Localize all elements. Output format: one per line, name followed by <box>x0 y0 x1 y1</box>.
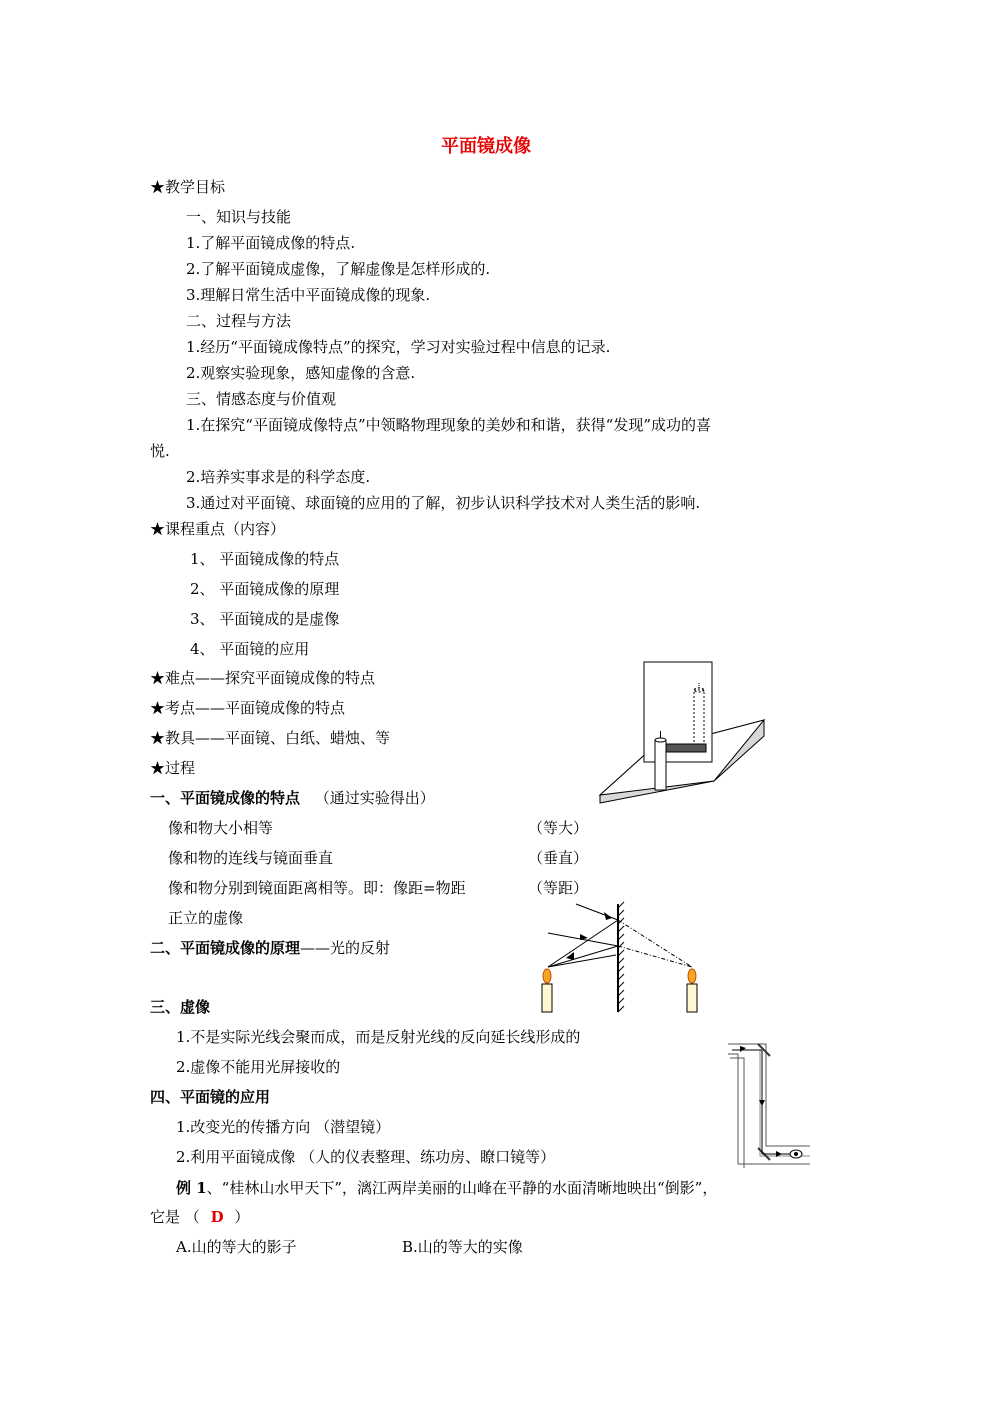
part2-heading-line <box>150 938 390 958</box>
feature-tag: （垂直） <box>528 849 589 867</box>
feature-text: 像和物的连线与镜面垂直 <box>168 849 334 867</box>
part2-heading: 二、平面镜成像的原理 <box>150 939 301 957</box>
feature-text: 像和物分别到镜面距离相等。即：像距=物距 <box>168 879 466 897</box>
reflection-principle-figure <box>536 900 706 1020</box>
periscope-figure <box>724 1038 814 1168</box>
part1-note: （通过实验得出） <box>314 789 435 807</box>
example-line1 <box>176 1178 717 1198</box>
list-item: 2、 平面镜成像的原理 <box>190 580 340 598</box>
experiment-apparatus-figure <box>598 658 778 808</box>
list-item-continuation: 悦. <box>150 442 170 460</box>
list-item: 1.经历“平面镜成像特点”的探究，学习对实验过程中信息的记录. <box>186 338 611 356</box>
part1-heading: 一、平面镜成像的特点 <box>150 789 301 807</box>
part2-rest: ——光的反射 <box>300 939 391 957</box>
feature-text: 像和物大小相等 <box>168 819 274 837</box>
example-answer: D <box>210 1208 224 1226</box>
list-item: 1.不是实际光线会聚而成，而是反射光线的反向延长线形成的 <box>176 1028 581 1046</box>
example-label: 例 1 <box>176 1179 207 1197</box>
list-item: 2.虚像不能用光屏接收的 <box>176 1058 341 1076</box>
list-item: 2.培养实事求是的科学态度. <box>186 468 371 486</box>
section-heading: 一、知识与技能 <box>186 208 292 226</box>
list-item: 3.理解日常生活中平面镜成像的现象. <box>186 286 431 304</box>
option-a: A.山的等大的影子 <box>176 1238 297 1256</box>
list-item: 4、 平面镜的应用 <box>190 640 310 658</box>
example-suffix: ） <box>234 1208 250 1226</box>
list-item: 1.在探究“平面镜成像特点”中领略物理现象的美妙和和谐，获得“发现”成功的喜 <box>186 416 711 434</box>
list-item: 3、 平面镜成的是虚像 <box>190 610 340 628</box>
section-heading: 二、过程与方法 <box>186 312 292 330</box>
list-item: 2.观察实验现象，感知虚像的含意. <box>186 364 416 382</box>
exam-point-line: ★考点——平面镜成像的特点 <box>150 699 346 717</box>
example-line2 <box>150 1207 249 1227</box>
tools-line: ★教具——平面镜、白纸、蜡烛、等 <box>150 729 391 747</box>
feature-tag: （等距） <box>528 879 589 897</box>
list-item: 3.通过对平面镜、球面镜的应用的了解，初步认识科学技术对人类生活的影响. <box>186 494 701 512</box>
list-item: 1.了解平面镜成像的特点. <box>186 234 356 252</box>
feature-text: 正立的虚像 <box>168 909 244 927</box>
section-heading: 三、情感态度与价值观 <box>186 390 337 408</box>
list-item: 1.改变光的传播方向 （潜望镜） <box>176 1118 391 1136</box>
example-question: 、“桂林山水甲天下”，漓江两岸美丽的山峰在平静的水面清晰地映出“倒影”， <box>206 1179 718 1197</box>
part1-heading-line <box>150 788 435 808</box>
part4-heading: 四、平面镜的应用 <box>150 1088 271 1106</box>
example-prefix: 它是 （ <box>150 1208 200 1226</box>
difficulty-line: ★难点——探究平面镜成像的特点 <box>150 669 376 687</box>
objectives-heading: ★教学目标 <box>150 178 226 196</box>
feature-tag: （等大） <box>528 819 589 837</box>
process-heading: ★过程 <box>150 759 196 777</box>
list-item: 1、 平面镜成像的特点 <box>190 550 340 568</box>
key-points-heading: ★课程重点（内容） <box>150 520 286 538</box>
list-item: 2.了解平面镜成虚像，了解虚像是怎样形成的. <box>186 260 491 278</box>
page-title: 平面镜成像 <box>441 136 531 157</box>
list-item: 2.利用平面镜成像 （人的仪表整理、练功房、瞭口镜等） <box>176 1148 556 1166</box>
option-b: B.山的等大的实像 <box>402 1238 523 1256</box>
part3-heading: 三、虚像 <box>150 998 211 1016</box>
